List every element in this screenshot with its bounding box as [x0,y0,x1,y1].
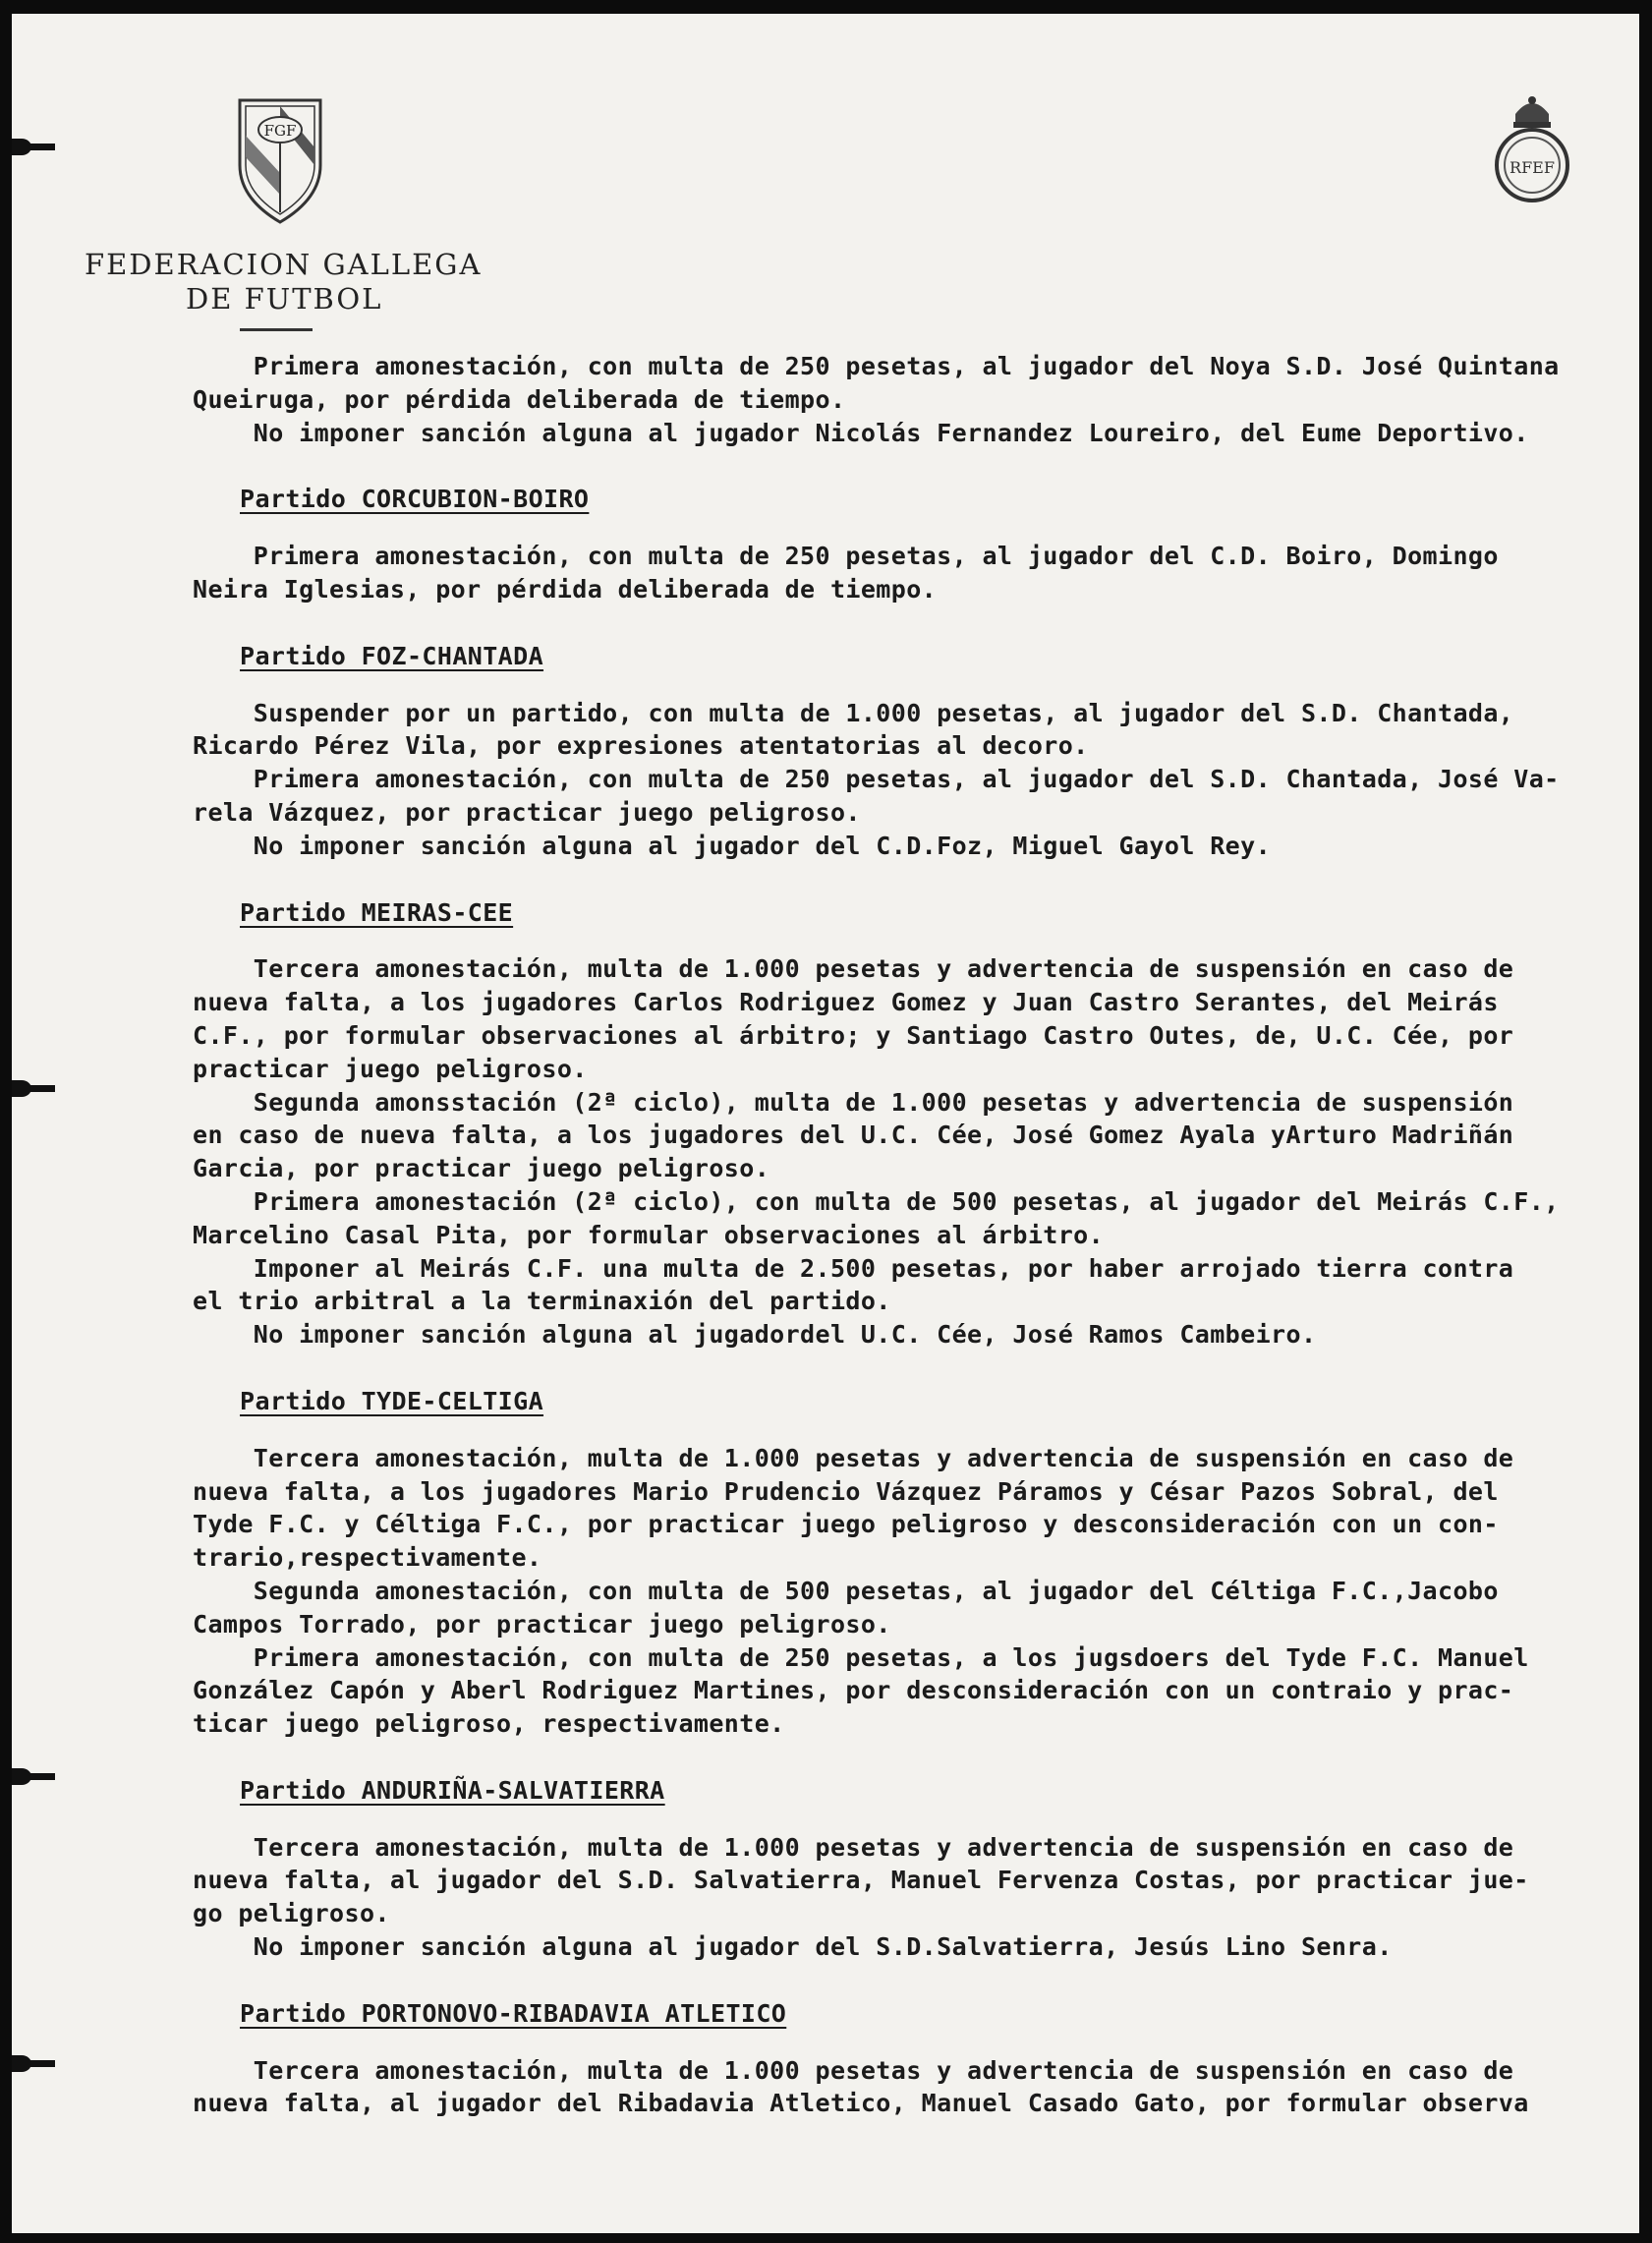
letterhead [71,96,484,331]
header-rule [240,328,313,331]
section-intro [193,350,1639,449]
text-line: Tercera amonestación, multa de 1.000 pesetas y advertencia de suspensión en caso de [193,2055,1514,2085]
text-line: nueva falta, a los jugadores Carlos Rodriguez Gomez y Juan Castro Serantes, del Meirás [193,988,1499,1017]
binder-hole [12,1773,55,1780]
shield-monogram: FGF [263,122,297,140]
crest-monogram: RFEF [1510,158,1555,177]
text-line: Primera amonestación, con multa de 250 pesetas, al jugador del S.D. Chantada, José Va- [193,765,1560,794]
binder-hole [12,2060,55,2067]
text-line: Queiruga, por pérdida deliberada de tiempo. [193,384,846,414]
text-line: Primera amonestación (2ª ciclo), con multa de 500 pesetas, al jugador del Meirás C.F., [193,1186,1560,1216]
document-page [12,14,1639,2233]
org-line-2: DE FUTBOL [186,281,383,316]
match-heading: Partido FOZ-CHANTADA [240,641,544,670]
text-line: nueva falta, al jugador del Ribadavia Atletico, Manuel Casado Gato, por formular observa [193,2089,1529,2118]
text-line: Marcelino Casal Pita, por formular observaciones al árbitro. [193,1220,1105,1249]
section-meiras-cee [193,896,1639,1352]
binder-hole [12,144,55,150]
text-line: No imponer sanción alguna al jugadordel U.C. Cée, José Ramos Cambeiro. [193,1320,1317,1350]
text-line: go peligroso. [193,1899,390,1928]
text-line: Campos Torrado, por practicar juego peligroso. [193,1609,891,1639]
federation-shield-logo [236,96,324,226]
section-corcubion-boiro [193,483,1639,605]
text-line: C.F., por formular observaciones al árbitro; y Santiago Castro Outes, de, U.C. Cée, por [193,1020,1514,1050]
text-line: Ricardo Pérez Vila, por expresiones atentatorias al decoro. [193,731,1089,761]
org-line-1: FEDERACION GALLEGA [85,248,483,281]
text-line: Primera amonestación, con multa de 250 pesetas, a los jugsdoers del Tyde F.C. Manuel [193,1642,1529,1672]
text-line: ticar juego peligroso, respectivamente. [193,1709,785,1739]
match-heading: Partido CORCUBION-BOIRO [240,485,590,514]
text-line: Segunda amonsstación (2ª ciclo), multa de 1.000 pesetas y advertencia de suspensión [193,1087,1514,1117]
text-line: No imponer sanción alguna al jugador del C.D.Foz, Miguel Gayol Rey. [193,831,1272,860]
match-heading: Partido TYDE-CELTIGA [240,1386,544,1415]
text-line: Tyde F.C. y Céltiga F.C., por practicar juego peligroso y desconsideración con un con- [193,1510,1499,1539]
text-line: rela Vázquez, por practicar juego peligroso. [193,797,861,827]
text-line: No imponer sanción alguna al jugador del S.D.Salvatierra, Jesús Lino Senra. [193,1932,1393,1962]
text-line: Imponer al Meirás C.F. una multa de 2.500 pesetas, por haber arrojado tierra contra [193,1253,1514,1283]
text-line: practicar juego peligroso. [193,1054,588,1083]
text-line: Primera amonestación, con multa de 250 pesetas, al jugador del Noya S.D. José Quintana [193,352,1560,380]
section-tyde-celtiga [193,1385,1639,1741]
binder-hole [12,1085,55,1092]
text-line: Tercera amonestación, multa de 1.000 pesetas y advertencia de suspensión en caso de [193,954,1514,984]
text-line: González Capón y Aberl Rodriguez Martines, por desconsideración con un contraio y prac- [193,1676,1514,1705]
text-line: Segunda amonestación, con multa de 500 pesetas, al jugador del Céltiga F.C.,Jacobo [193,1576,1499,1605]
match-heading: Partido PORTONOVO-RIBADAVIA ATLETICO [240,1998,787,2028]
royal-crest-logo [1492,92,1572,208]
section-portonovo-ribadavia [193,1997,1639,2120]
document-body [193,350,1639,2120]
text-line: el trio arbitral a la terminaxión del partido. [193,1287,891,1316]
text-line: Tercera amonestación, multa de 1.000 pesetas y advertencia de suspensión en caso de [193,1443,1514,1472]
section-andurina-salvatierra [193,1774,1639,1964]
text-line: Garcia, por practicar juego peligroso. [193,1154,770,1183]
text-line: trario,respectivamente. [193,1543,542,1573]
match-heading: Partido MEIRAS-CEE [240,897,514,927]
text-line: Suspender por un partido, con multa de 1.000 pesetas, al jugador del S.D. Chantada, [193,698,1514,727]
text-line: en caso de nueva falta, a los jugadores del U.C. Cée, José Gomez Ayala yArturo Madriñán [193,1121,1514,1150]
text-line: nueva falta, al jugador del S.D. Salvatierra, Manuel Fervenza Costas, por practicar jue- [193,1866,1529,1895]
text-line: Tercera amonestación, multa de 1.000 pesetas y advertencia de suspensión en caso de [193,1832,1514,1862]
text-line: Primera amonestación, con multa de 250 pesetas, al jugador del C.D. Boiro, Domingo [193,542,1499,571]
text-line: nueva falta, a los jugadores Mario Prudencio Vázquez Páramos y César Pazos Sobral, del [193,1476,1499,1506]
section-foz-chantada [193,640,1639,863]
text-line: Neira Iglesias, por pérdida deliberada de tiempo. [193,574,938,604]
text-line: No imponer sanción alguna al jugador Nicolás Fernandez Loureiro, del Eume Deportivo. [193,418,1529,447]
match-heading: Partido ANDURIÑA-SALVATIERRA [240,1775,665,1805]
federation-name [71,248,484,316]
